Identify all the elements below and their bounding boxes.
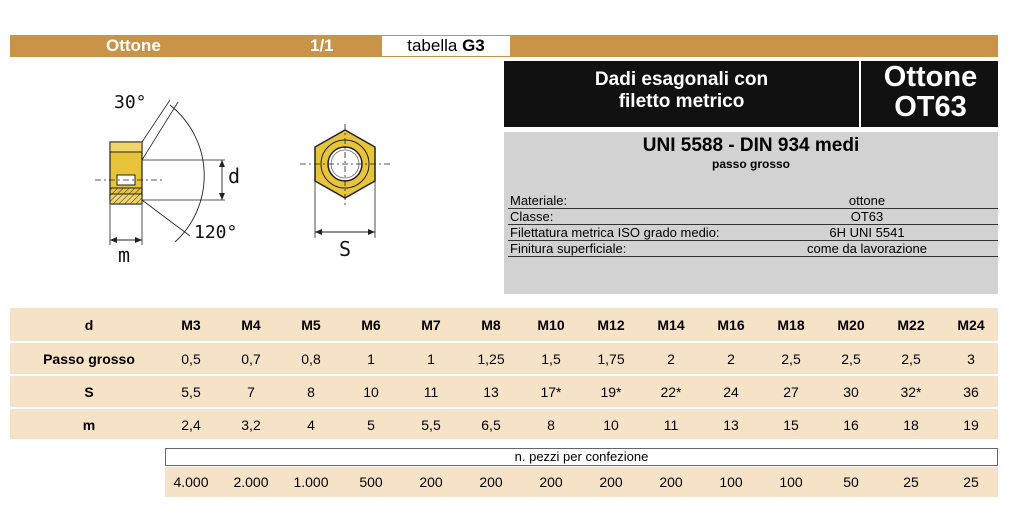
packaging-cell: 100: [719, 474, 743, 490]
spec-row: [508, 209, 998, 225]
spec-key: Classe:: [510, 209, 554, 224]
table-cell: 2,5: [781, 351, 801, 367]
table-cell: M20: [837, 317, 865, 333]
table-cell: 1,75: [597, 351, 625, 367]
table-row-d: [10, 309, 998, 341]
spec-key: Filettatura metrica ISO grado medio:: [510, 225, 720, 240]
table-tab: [382, 36, 510, 56]
table-row-s: [10, 374, 998, 408]
table-cell: 27: [783, 384, 799, 400]
table-cell: 36: [963, 384, 979, 400]
product-title-line1: Dadi esagonali con: [594, 69, 769, 90]
table-cell: 3: [967, 351, 975, 367]
table-cell: 15: [783, 417, 799, 433]
packaging-cell: 1.000: [293, 474, 329, 490]
angle-top-label: 30°: [114, 92, 147, 113]
table-cell: 2,5: [841, 351, 861, 367]
packaging-cell: 2.000: [233, 474, 269, 490]
packaging-row: [165, 467, 998, 497]
table-cell: 4: [307, 417, 315, 433]
table-cell: 11: [663, 417, 679, 433]
table-cell: M6: [361, 317, 381, 333]
table-cell: 8: [307, 384, 315, 400]
table-cell: 2: [727, 351, 735, 367]
table-cell: M22: [897, 317, 925, 333]
packaging-cell: 4.000: [173, 474, 209, 490]
table-cell: M12: [597, 317, 625, 333]
standard-title: UNI 5588 - DIN 934 medi: [642, 135, 860, 156]
spec-value: OT63: [850, 209, 884, 224]
table-cell: M14: [657, 317, 685, 333]
spec-key: Finitura superficiale:: [510, 241, 627, 256]
d-label: d: [228, 164, 241, 188]
table-cell: 10: [603, 417, 619, 433]
spec-row: [508, 225, 998, 241]
table-cell: 1: [367, 351, 375, 367]
table-cell: M4: [241, 317, 261, 333]
table-cell: 0,5: [181, 351, 201, 367]
table-cell: 1,5: [541, 351, 561, 367]
table-cell: 1,25: [477, 351, 505, 367]
table-cell: 13: [723, 417, 739, 433]
product-title: [504, 69, 859, 113]
row-label: Passo grosso: [43, 351, 135, 367]
table-cell: 32*: [900, 384, 922, 400]
table-cell: 1: [427, 351, 435, 367]
nut-drawing: [0, 60, 500, 300]
table-cell: 2,4: [181, 417, 201, 433]
table-cell: 10: [363, 384, 379, 400]
table-cell: 3,2: [241, 417, 261, 433]
spec-value: ottone: [848, 193, 886, 208]
packaging-cell: 25: [963, 474, 979, 490]
spec-row: [508, 241, 998, 257]
row-label: S: [84, 384, 94, 400]
table-row-passo: [10, 341, 998, 375]
nut-side-view: [95, 142, 165, 204]
spec-value: come da lavorazione: [807, 241, 927, 256]
nut-front-view: [300, 124, 392, 206]
brand-label: Ottone: [106, 36, 161, 55]
table-cell: 8: [547, 417, 555, 433]
tab-prefix: tabella: [407, 36, 458, 55]
table-cell: 6,5: [481, 417, 501, 433]
row-label: m: [82, 417, 96, 433]
angle-bottom-label: 120°: [194, 222, 238, 243]
material-code: OT63: [894, 91, 967, 123]
material-box: [859, 61, 1000, 127]
table-cell: 0,7: [241, 351, 261, 367]
row-label: d: [84, 317, 94, 333]
table-cell: 2,5: [901, 351, 921, 367]
table-cell: M18: [777, 317, 805, 333]
table-cell: 19: [963, 417, 979, 433]
spec-key: Materiale:: [510, 193, 568, 208]
m-label: m: [118, 243, 131, 267]
packaging-cell: 200: [479, 474, 503, 490]
table-cell: 16: [843, 417, 859, 433]
spec-value: 6H UNI 5541: [829, 225, 905, 240]
pitch-note: passo grosso: [711, 157, 791, 171]
table-cell: 18: [903, 417, 919, 433]
page-number: 1/1: [310, 36, 334, 55]
table-cell: M8: [481, 317, 501, 333]
dimensions-table: [10, 308, 998, 439]
s-label: S: [339, 237, 352, 261]
material-name: Ottone: [883, 61, 978, 93]
title-box: [504, 61, 998, 127]
spec-row: [508, 193, 998, 209]
packaging-cell: 200: [419, 474, 443, 490]
table-cell: 24: [723, 384, 739, 400]
table-cell: M24: [957, 317, 985, 333]
packaging-cell: 500: [359, 474, 383, 490]
table-cell: 5: [367, 417, 375, 433]
table-cell: M10: [537, 317, 565, 333]
table-cell: 22*: [660, 384, 682, 400]
table-cell: M3: [181, 317, 201, 333]
packaging-header: n. pezzi per confezione: [165, 448, 998, 466]
packaging-cell: 25: [903, 474, 919, 490]
packaging-cell: 200: [599, 474, 623, 490]
product-title-line2: filetto metrico: [618, 91, 745, 112]
table-cell: 5,5: [181, 384, 201, 400]
table-cell: 7: [247, 384, 255, 400]
table-cell: 0,8: [301, 351, 321, 367]
table-cell: 17*: [540, 384, 562, 400]
table-cell: 13: [483, 384, 499, 400]
table-cell: M7: [421, 317, 441, 333]
table-cell: M5: [301, 317, 321, 333]
tab-code: G3: [462, 36, 485, 55]
table-cell: 11: [423, 384, 439, 400]
header-bar: [10, 35, 998, 57]
table-cell: M16: [717, 317, 745, 333]
packaging-cell: 100: [779, 474, 803, 490]
table-cell: 30: [843, 384, 859, 400]
packaging-cell: 200: [659, 474, 683, 490]
table-cell: 19*: [600, 384, 622, 400]
table-cell: 5,5: [421, 417, 441, 433]
packaging-cell: 50: [843, 474, 859, 490]
table-row-m: [10, 407, 998, 441]
spec-box: [504, 132, 998, 294]
table-cell: 2: [667, 351, 675, 367]
packaging-cell: 200: [539, 474, 563, 490]
